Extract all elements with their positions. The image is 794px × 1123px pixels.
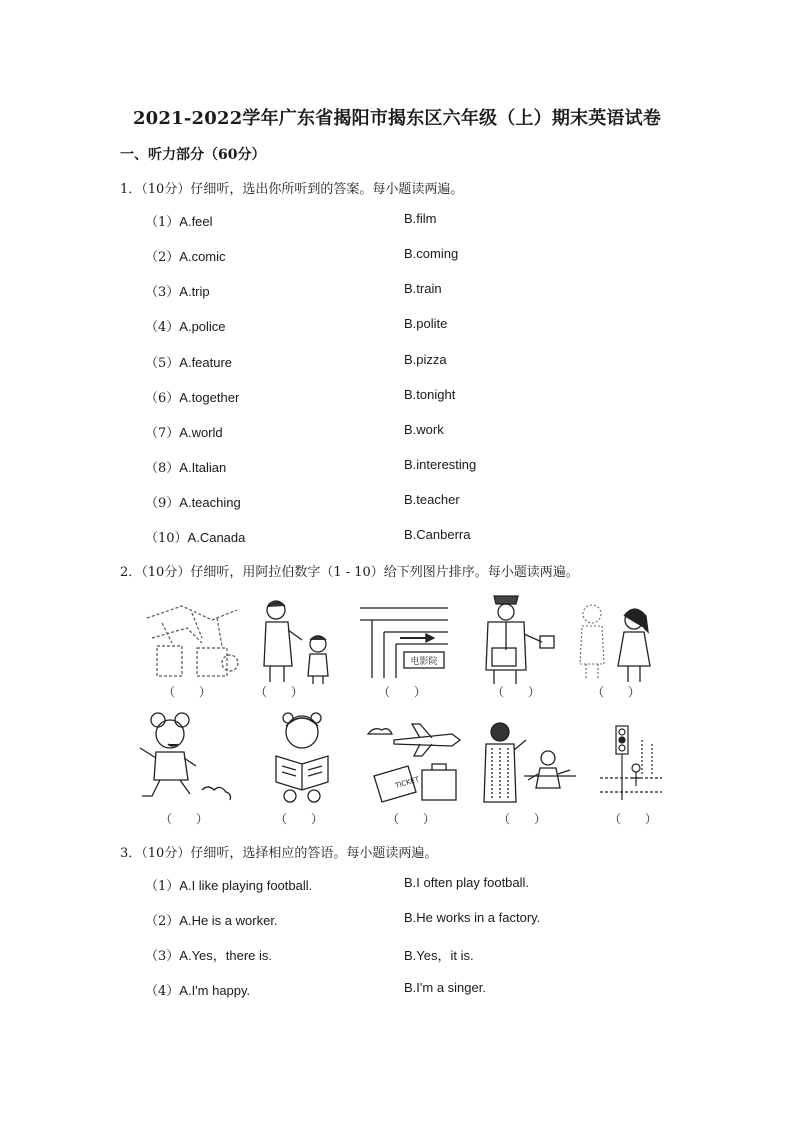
- q3-item-4-a: （4）A.I'm happy.: [145, 983, 251, 999]
- q1-item-4-a: （4）A.police: [145, 319, 226, 335]
- q3-item-2-a: （2）A.He is a worker.: [145, 913, 278, 929]
- picture-man-and-boy: [478, 718, 578, 804]
- question-3-stem: 3．（10分）仔细听，选择相应的答语。每小题读两遍。: [120, 846, 438, 861]
- q1-item-2-a: （2）A.comic: [145, 249, 226, 265]
- order-blank-3[interactable]: （ ）: [377, 685, 426, 699]
- order-blank-4[interactable]: （ ）: [491, 685, 540, 699]
- q1-item-4-b: B.polite: [404, 316, 448, 331]
- q1-item-10-b: B.Canberra: [404, 527, 471, 542]
- q1-item-6-a: （6）A.together: [145, 390, 240, 406]
- order-blank-6[interactable]: （ ）: [159, 812, 208, 826]
- q3-item-2-b: B.He works in a factory.: [404, 910, 541, 925]
- q1-item-1-a: （1）A.feel: [145, 214, 213, 230]
- picture-running-clown: [132, 708, 240, 804]
- order-blank-5[interactable]: （ ）: [591, 685, 640, 699]
- q1-item-9-b: B.teacher: [404, 492, 460, 507]
- q1-item-1-b: B.film: [404, 211, 437, 226]
- q1-item-7-a: （7）A.world: [145, 425, 223, 441]
- q3-item-3-b: B.Yes，it is.: [404, 948, 474, 963]
- q1-item-6-b: B.tonight: [404, 387, 456, 402]
- q1-item-3-b: B.train: [404, 281, 442, 296]
- q1-item-3-a: （3）A.trip: [145, 284, 210, 300]
- picture-postman: [476, 590, 558, 684]
- q1-item-5-a: （5）A.feature: [145, 355, 233, 371]
- q1-item-7-b: B.work: [404, 422, 444, 437]
- q1-item-2-b: B.coming: [404, 246, 459, 261]
- ticket-text: TICKET: [394, 775, 421, 790]
- q1-item-9-a: （9）A.teaching: [145, 495, 241, 511]
- picture-girl-and-dotted-figure: [576, 598, 660, 682]
- order-blank-7[interactable]: （ ）: [274, 812, 323, 826]
- order-blank-2[interactable]: （ ）: [254, 685, 303, 699]
- picture-building-sketch: [142, 598, 242, 682]
- order-blank-8[interactable]: （ ）: [386, 812, 435, 826]
- q3-item-1-a: （1）A.I like playing football.: [145, 878, 313, 894]
- picture-girl-reading: [268, 708, 336, 804]
- order-blank-9[interactable]: （ ）: [497, 812, 546, 826]
- order-blank-1[interactable]: （ ）: [162, 685, 211, 699]
- picture-plane-tickets-luggage: [364, 720, 464, 804]
- picture-cinema-road-map: [360, 602, 450, 678]
- q1-item-8-b: B.interesting: [404, 457, 477, 472]
- page-title: 2021-2022学年广东省揭阳市揭东区六年级（上）期末英语试卷: [132, 108, 662, 129]
- question-1-stem: 1．（10分）仔细听，选出你所听到的答案。每小题读两遍。: [120, 182, 464, 197]
- question-2-stem: 2．（10分）仔细听，用阿拉伯数字（1 - 10）给下列图片排序。每小题读两遍。: [120, 565, 579, 580]
- q1-item-8-a: （8）A.Italian: [145, 460, 227, 476]
- order-blank-10[interactable]: （ ）: [608, 812, 657, 826]
- q3-item-3-a: （3）A.Yes，there is.: [145, 948, 273, 964]
- section-heading: 一、听力部分（60分）: [120, 147, 266, 163]
- picture-teacher-and-boy: [258, 596, 342, 684]
- q1-item-5-b: B.pizza: [404, 352, 447, 367]
- q3-item-4-b: B.I'm a singer.: [404, 980, 486, 995]
- q3-item-1-b: B.I often play football.: [404, 875, 530, 890]
- picture-traffic-light-street: [596, 720, 666, 804]
- q1-item-10-a: （10）A.Canada: [145, 530, 246, 546]
- cinema-sign-text: 电影院: [410, 657, 438, 667]
